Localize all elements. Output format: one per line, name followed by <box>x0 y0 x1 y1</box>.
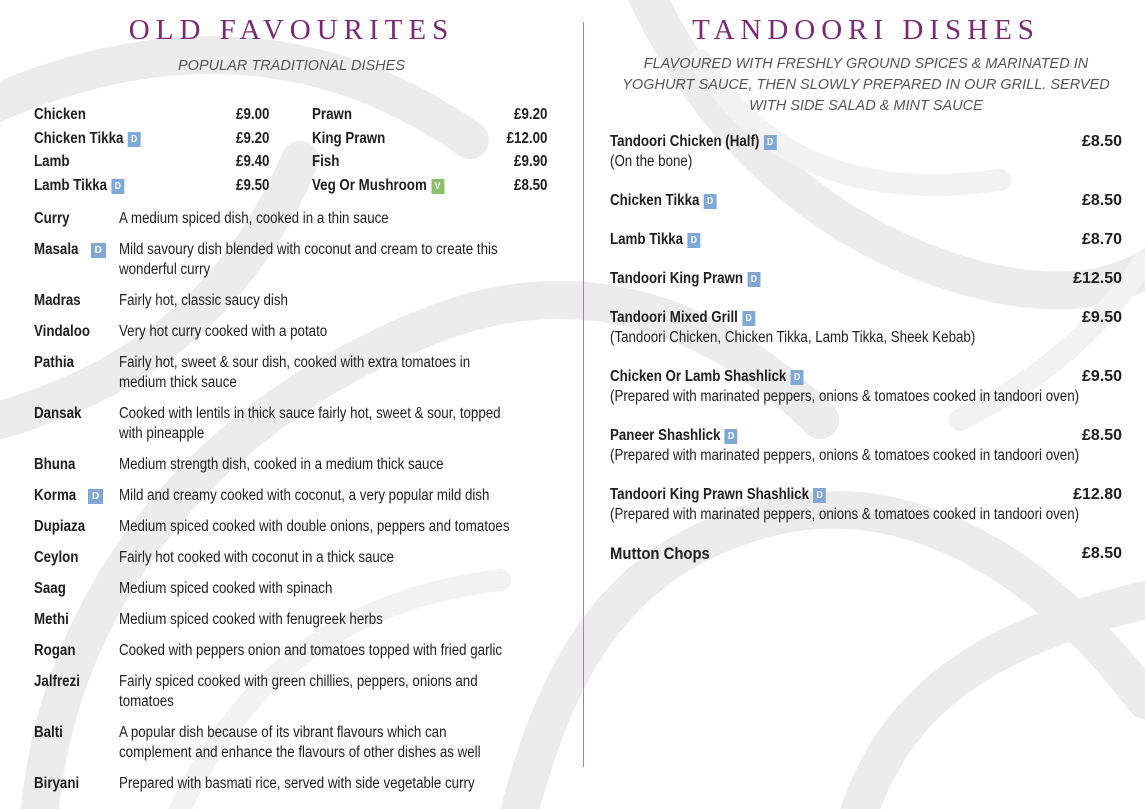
curry-row <box>34 774 554 794</box>
curry-description <box>119 240 554 280</box>
curry-description-line: with pineapple <box>119 425 205 442</box>
curry-row <box>34 641 554 661</box>
tandoori-dish-name-text: Tandoori Mixed Grill <box>610 309 738 326</box>
curry-description-line: A medium spiced dish, cooked in a thin sauce <box>119 210 389 227</box>
tandoori-subtitle-line: YOGHURT SAUCE, THEN SLOWLY PREPARED IN OUR GRILL. SERVED <box>622 77 1110 93</box>
curry-name <box>34 455 82 475</box>
curry-name <box>34 579 71 599</box>
dairy-badge: D <box>742 311 755 326</box>
curry-description-line: Very hot curry cooked with a potato <box>119 323 328 340</box>
curry-description-line: Cooked with lentils in thick sauce fairly hot, sweet & sour, topped <box>119 405 501 422</box>
price-row <box>312 150 547 174</box>
curry-description <box>119 610 554 630</box>
curry-description <box>119 672 554 712</box>
tandoori-dish-name-text: Tandoori Chicken (Half) <box>610 133 760 150</box>
dish-name: Veg Or Mushroom <box>312 176 427 194</box>
tandoori-dish-row <box>610 132 1122 172</box>
tandoori-subtitle-line: WITH SIDE SALAD & MINT SAUCE <box>749 98 983 114</box>
curry-name-text: Balti <box>34 724 63 741</box>
dish-price: £9.40 <box>236 153 270 170</box>
curry-row <box>34 240 554 280</box>
dish-price: £9.00 <box>236 106 270 123</box>
curry-row <box>34 486 554 506</box>
curry-name <box>34 291 88 311</box>
curry-description <box>119 291 554 311</box>
tandoori-dish-price: £12.50 <box>1073 270 1122 287</box>
tandoori-dish-name-text: Tandoori King Prawn <box>610 270 744 287</box>
curry-description-line: complement and enhance the flavours of other dishes as well <box>119 744 481 761</box>
curry-description-line: A popular dish because of its vibrant flavours which can <box>119 724 447 741</box>
curry-description <box>119 353 554 393</box>
curry-description <box>119 641 554 661</box>
dairy-badge: D <box>128 132 141 147</box>
dish-name: Lamb Tikka <box>34 176 108 194</box>
tandoori-dish-price: £8.70 <box>1081 231 1122 248</box>
tandoori-dish-name-text: Tandoori King Prawn Shashlick <box>610 486 809 503</box>
dairy-badge: D <box>813 488 826 503</box>
curry-name <box>34 672 87 692</box>
curry-name <box>34 548 86 568</box>
curry-description <box>119 579 554 599</box>
curry-description-line: Fairly hot, classic saucy dish <box>119 292 288 309</box>
dairy-badge: D <box>687 233 700 248</box>
curry-name <box>34 610 74 630</box>
tandoori-dish-row <box>610 544 1122 564</box>
curry-row <box>34 517 554 537</box>
old-favourites-subtitle: POPULAR TRADITIONAL DISHES <box>178 58 405 74</box>
curry-name-text: Curry <box>34 210 70 227</box>
tandoori-dish-description: (On the bone) <box>610 153 693 170</box>
price-column-2 <box>312 103 548 197</box>
curry-name-text: Methi <box>34 611 69 628</box>
curry-description-line: Medium strength dish, cooked in a medium thick sauce <box>119 456 444 473</box>
curry-row <box>34 455 554 475</box>
dish-price: £12.00 <box>506 129 548 147</box>
curry-row <box>34 672 554 712</box>
curry-name <box>34 641 82 661</box>
column-divider <box>583 22 584 767</box>
curry-row <box>34 322 554 342</box>
price-row <box>34 150 269 174</box>
dairy-badge: D <box>704 194 717 209</box>
dish-name: King Prawn <box>312 129 386 147</box>
dairy-badge: D <box>747 272 760 287</box>
tandoori-dish-list <box>610 132 1122 583</box>
tandoori-dish-name <box>610 367 1050 387</box>
curry-description-line: Fairly hot, sweet & sour dish, cooked with extra tomatoes in <box>119 354 471 371</box>
dish-name: Chicken Tikka <box>34 129 124 147</box>
tandoori-dish-price: £8.50 <box>1081 133 1122 150</box>
curry-name-text: Vindaloo <box>34 323 91 340</box>
curry-name <box>34 353 81 373</box>
price-row <box>34 127 269 151</box>
curry-description <box>119 209 554 229</box>
curry-description-line: wonderful curry <box>119 261 211 278</box>
curry-name-text: Biryani <box>34 775 80 792</box>
curry-name-text: Ceylon <box>34 549 79 566</box>
curry-row <box>34 610 554 630</box>
curry-name-text: Korma <box>34 487 77 504</box>
tandoori-dish-price: £9.50 <box>1081 309 1122 326</box>
dish-name: Fish <box>312 153 340 170</box>
curry-description-line: Medium spiced cooked with double onions, peppers and tomatoes <box>119 518 510 535</box>
curry-description <box>119 322 554 342</box>
tandoori-dish-name <box>610 230 1050 250</box>
curry-description-line: tomatoes <box>119 693 174 710</box>
price-column-1 <box>34 103 270 197</box>
dish-price: £9.20 <box>236 129 270 147</box>
curry-description-line: Fairly hot cooked with coconut in a thick sauce <box>119 549 394 566</box>
vegetarian-badge: V <box>431 179 444 194</box>
curry-style-list <box>34 209 554 805</box>
dish-price: £9.20 <box>514 106 548 123</box>
curry-description-line: Medium spiced cooked with fenugreek herbs <box>119 611 383 628</box>
curry-description <box>119 517 554 537</box>
tandoori-dish-name <box>610 191 1050 211</box>
curry-description-line: Mild savoury dish blended with coconut and cream to create this <box>119 241 498 258</box>
tandoori-dish-price: £8.50 <box>1081 545 1122 562</box>
price-row <box>312 103 547 127</box>
tandoori-dish-description: (Prepared with marinated peppers, onions & tomatoes cooked in tandoori oven) <box>610 447 1080 464</box>
curry-row <box>34 209 554 229</box>
old-favourites-title: OLD FAVOURITES <box>128 14 455 46</box>
dish-name: Prawn <box>312 106 353 123</box>
curry-name <box>34 209 75 229</box>
dish-name: Chicken <box>34 106 86 123</box>
dairy-badge: D <box>725 429 738 444</box>
tandoori-dish-name-text: Lamb Tikka <box>610 231 684 248</box>
tandoori-dish-row <box>610 230 1122 250</box>
tandoori-dish-row <box>610 426 1122 466</box>
curry-name-text: Madras <box>34 292 81 309</box>
curry-row <box>34 404 554 444</box>
price-row <box>312 127 547 151</box>
curry-row <box>34 548 554 568</box>
tandoori-dish-row <box>610 485 1122 525</box>
dairy-badge: D <box>88 489 103 504</box>
tandoori-dish-name <box>610 485 1050 505</box>
dairy-badge: D <box>791 370 804 385</box>
curry-description <box>119 455 554 475</box>
tandoori-dish-row <box>610 308 1122 348</box>
curry-name-text: Pathia <box>34 354 75 371</box>
curry-row <box>34 723 554 763</box>
curry-name-text: Masala <box>34 241 79 258</box>
curry-name <box>34 723 68 743</box>
tandoori-dish-name <box>610 544 1071 564</box>
tandoori-dish-price: £8.50 <box>1081 192 1122 209</box>
dish-name: Lamb <box>34 153 70 170</box>
tandoori-dish-price: £8.50 <box>1081 427 1122 444</box>
curry-description-line: Fairly spiced cooked with green chillies, peppers, onions and <box>119 673 478 690</box>
curry-name <box>34 774 87 794</box>
curry-description-line: Mild and creamy cooked with coconut, a very popular mild dish <box>119 487 490 504</box>
tandoori-dish-description: (Tandoori Chicken, Chicken Tikka, Lamb Tikka, Sheek Kebab) <box>610 329 976 346</box>
curry-name <box>34 486 103 506</box>
curry-row <box>34 291 554 311</box>
tandoori-dish-description: (Prepared with marinated peppers, onions & tomatoes cooked in tandoori oven) <box>610 506 1080 523</box>
dairy-badge: D <box>91 243 106 258</box>
tandoori-dish-row <box>610 269 1122 289</box>
curry-name-text: Dupiaza <box>34 518 86 535</box>
tandoori-dish-description: (Prepared with marinated peppers, onions & tomatoes cooked in tandoori oven) <box>610 388 1080 405</box>
tandoori-dish-row <box>610 191 1122 211</box>
tandoori-dish-name <box>610 426 1050 446</box>
tandoori-dish-name <box>610 269 1050 289</box>
tandoori-title: TANDOORI DISHES <box>692 14 1040 46</box>
price-row <box>34 174 269 198</box>
curry-row <box>34 353 554 393</box>
tandoori-dish-name <box>610 132 1050 152</box>
curry-description-line: Medium spiced cooked with spinach <box>119 580 333 597</box>
curry-description <box>119 404 554 444</box>
curry-description-line: Prepared with basmati rice, served with side vegetable curry <box>119 775 475 792</box>
tandoori-dish-row <box>610 367 1122 407</box>
curry-name <box>34 404 89 424</box>
tandoori-dish-price: £12.80 <box>1073 486 1122 503</box>
tandoori-subtitle <box>610 54 1122 117</box>
dairy-badge: D <box>111 179 124 194</box>
dish-price: £8.50 <box>514 176 548 194</box>
curry-description-line: Cooked with peppers onion and tomatoes topped with fried garlic <box>119 642 503 659</box>
curry-row <box>34 579 554 599</box>
tandoori-dish-name-text: Chicken Tikka <box>610 192 700 209</box>
tandoori-dish-name <box>610 308 1050 328</box>
curry-name <box>34 240 106 260</box>
tandoori-dish-name-text: Chicken Or Lamb Shashlick <box>610 368 787 385</box>
curry-name-text: Dansak <box>34 405 82 422</box>
tandoori-dish-name-text: Mutton Chops <box>610 545 710 563</box>
curry-description <box>119 486 554 506</box>
dish-price: £9.90 <box>514 153 548 170</box>
curry-description <box>119 548 554 568</box>
curry-name-text: Rogan <box>34 642 76 659</box>
tandoori-subtitle-line: FLAVOURED WITH FRESHLY GROUND SPICES & MARINATED IN <box>643 56 1089 72</box>
dish-price: £9.50 <box>236 176 270 194</box>
curry-description <box>119 723 554 763</box>
curry-name-text: Bhuna <box>34 456 76 473</box>
curry-name-text: Jalfrezi <box>34 673 80 690</box>
curry-description <box>119 774 554 794</box>
tandoori-dish-name-text: Paneer Shashlick <box>610 427 721 444</box>
price-row <box>34 103 269 127</box>
tandoori-dish-price: £9.50 <box>1081 368 1122 385</box>
dairy-badge: D <box>764 135 777 150</box>
curry-name <box>34 517 93 537</box>
curry-name <box>34 322 99 342</box>
curry-description-line: medium thick sauce <box>119 374 237 391</box>
curry-name-text: Saag <box>34 580 66 597</box>
price-row <box>312 174 547 198</box>
